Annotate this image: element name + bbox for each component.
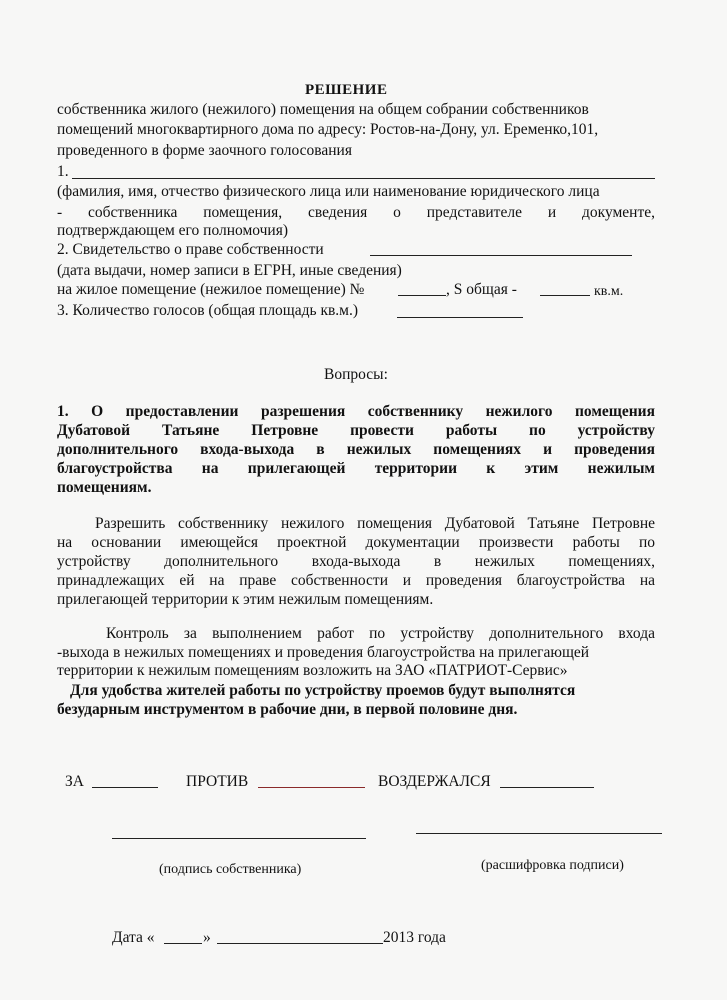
control-line-2: -выхода в нежилых помещениях и проведения благоустройства на прилегающей [57,644,590,661]
intro-line-3: проведенного в форме заочного голосования [57,142,352,159]
item1-note-line-3: подтверждающем его полномочия) [57,222,289,239]
owner-signature-line [112,838,366,839]
premise-label: на жилое помещение (нежилое помещение) № [57,281,365,298]
vote-abstain-label: ВОЗДЕРЖАЛСЯ [378,773,491,790]
area-unit: кв.м. [594,284,624,299]
area-fill-line [540,295,590,296]
control-line-3: территории к нежилым помещениям возложить на ЗАО «ПАТРИОТ-Сервис» [57,662,568,679]
item1-note-line-2: - собственника помещения, сведения о представителе и документе, [57,204,655,221]
decision-line-2: на основании имеющейся проектной документации произвести работы по [57,534,655,551]
signature-decode-line [416,833,662,834]
question1-line-1: 1. О предоставлении разрешения собственнику нежилого помещения [57,403,655,420]
area-label: , S общая - [446,281,517,298]
item2-label: 2. Свидетельство о праве собственности [57,241,324,258]
document-title: РЕШЕНИЕ [305,82,388,98]
note-line-2: безударным инструментом в рабочие дни, в первой половине дня. [57,701,518,718]
date-month-line [217,943,383,944]
vote-against-label: ПРОТИВ [186,773,249,790]
item2-fill-line [370,255,632,256]
questions-heading: Вопросы: [324,366,388,383]
item1-note-line-1: (фамилия, имя, отчество физического лица или наименование юридического лица [57,183,600,200]
intro-line-1: собственника жилого (нежилого) помещения на общем собрании собственников [57,101,589,118]
decision-line-4: принадлежащих ей на праве собственности и проведения благоустройства на [57,572,655,589]
item1-number: 1. [57,163,69,180]
decision-line-3: устройству дополнительного входа-выхода в нежилых помещениях, [57,553,655,570]
vote-for-line [92,787,158,788]
question1-line-3: дополнительного входа-выхода в нежилых помещениях и проведения [57,441,655,458]
premise-number-line [398,295,446,296]
question1-line-2: Дубатовой Татьяне Петровне провести работы по устройству [57,422,655,439]
date-prefix: Дата « [112,929,155,946]
decision-line-1: Разрешить собственнику нежилого помещения Дубатовой Татьяне Петровне [95,515,655,532]
item3-fill-line [397,317,523,318]
vote-for-label: ЗА [65,773,84,790]
control-line-1: Контроль за выполнением работ по устройству дополнительного входа [106,625,655,642]
note-line-1: Для удобства жителей работы по устройству проемов будут выполнятся [70,682,576,699]
signature-decode-caption: (расшифровка подписи) [481,858,624,873]
vote-abstain-line [500,787,594,788]
intro-line-2: помещений многоквартирного дома по адресу: Ростов-на-Дону, ул. Еременко,101, [57,121,599,138]
vote-against-line [258,787,365,788]
question1-line-5: помещениям. [57,479,152,496]
date-year: 2013 года [383,929,446,946]
item2-note: (дата выдачи, номер записи в ЕГРН, иные сведения) [57,262,402,279]
date-middle: » [203,929,211,946]
item3-label: 3. Количество голосов (общая площадь кв.м.) [57,302,359,319]
date-day-line [164,943,202,944]
question1-line-4: благоустройства на прилегающей территории к этим нежилым [57,460,655,477]
item1-fill-line [72,178,655,179]
owner-signature-caption: (подпись собственника) [159,862,302,877]
decision-line-5: прилегающей территории к этим нежилым помещениям. [57,591,434,608]
